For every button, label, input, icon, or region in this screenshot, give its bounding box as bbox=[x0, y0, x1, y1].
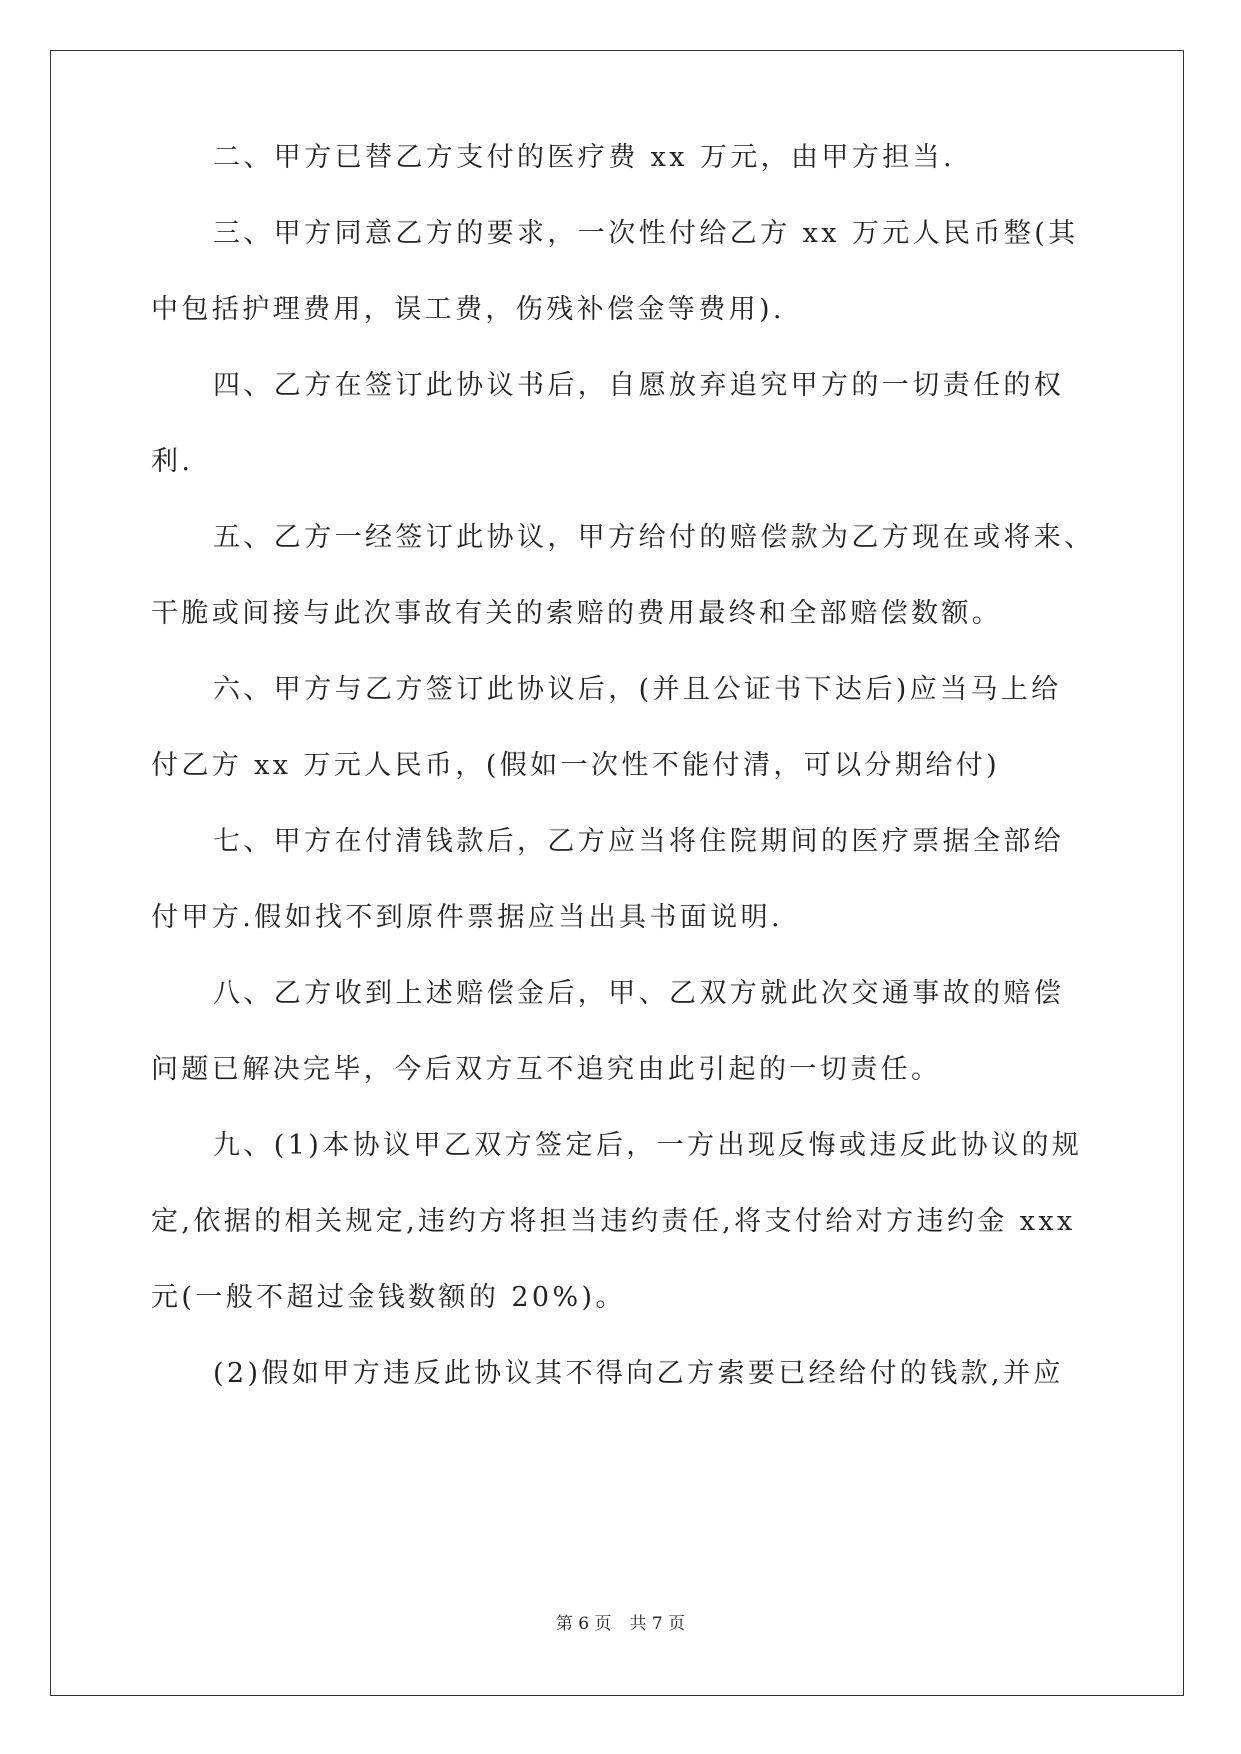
text-line-9: 付乙方 xx 万元人民币，(假如一次性不能付清，可以分期给付) bbox=[151, 750, 1001, 781]
text-line-2: 三、甲方同意乙方的要求，一次性付给乙方 xx 万元人民币整(其 bbox=[213, 218, 1079, 249]
text-line-1: 二、甲方已替乙方支付的医疗费 xx 万元，由甲方担当. bbox=[213, 142, 956, 173]
text-line-10: 七、甲方在付清钱款后，乙方应当将住院期间的医疗票据全部给 bbox=[213, 826, 1065, 857]
page-number-total: 共 7 页 bbox=[629, 1614, 686, 1634]
text-line-16: 元(一般不超过金钱数额的 20%)。 bbox=[151, 1282, 626, 1313]
text-line-4: 四、乙方在签订此协议书后，自愿放弃追究甲方的一切责任的权 bbox=[213, 370, 1065, 401]
text-line-13: 问题已解决完毕，今后双方互不追究由此引起的一切责任。 bbox=[151, 1054, 942, 1085]
text-line-15: 定,依据的相关规定,违约方将担当违约责任,将支付给对方违约金 xxx bbox=[151, 1206, 1076, 1237]
text-line-6: 五、乙方一经签订此协议，甲方给付的赔偿款为乙方现在或将来、 bbox=[213, 522, 1095, 553]
text-line-8: 六、甲方与乙方签订此协议后，(并且公证书下达后)应当马上给 bbox=[213, 674, 1062, 705]
page-number-current: 第 6 页 bbox=[555, 1614, 612, 1634]
text-line-11: 付甲方.假如找不到原件票据应当出具书面说明. bbox=[151, 902, 783, 933]
text-line-3: 中包括护理费用，误工费，伤残补偿金等费用). bbox=[151, 294, 785, 325]
text-line-7: 干脆或间接与此次事故有关的索赔的费用最终和全部赔偿数额。 bbox=[151, 598, 1003, 629]
text-line-5: 利. bbox=[151, 446, 194, 477]
text-line-14: 九、(1)本协议甲乙双方签定后，一方出现反悔或违反此协议的规 bbox=[213, 1130, 1083, 1161]
text-line-12: 八、乙方收到上述赔偿金后，甲、乙双方就此次交通事故的赔偿 bbox=[213, 978, 1065, 1009]
text-line-17: (2)假如甲方违反此协议其不得向乙方索要已经给付的钱款,并应 bbox=[213, 1358, 1064, 1389]
page-footer bbox=[0, 1612, 1241, 1636]
